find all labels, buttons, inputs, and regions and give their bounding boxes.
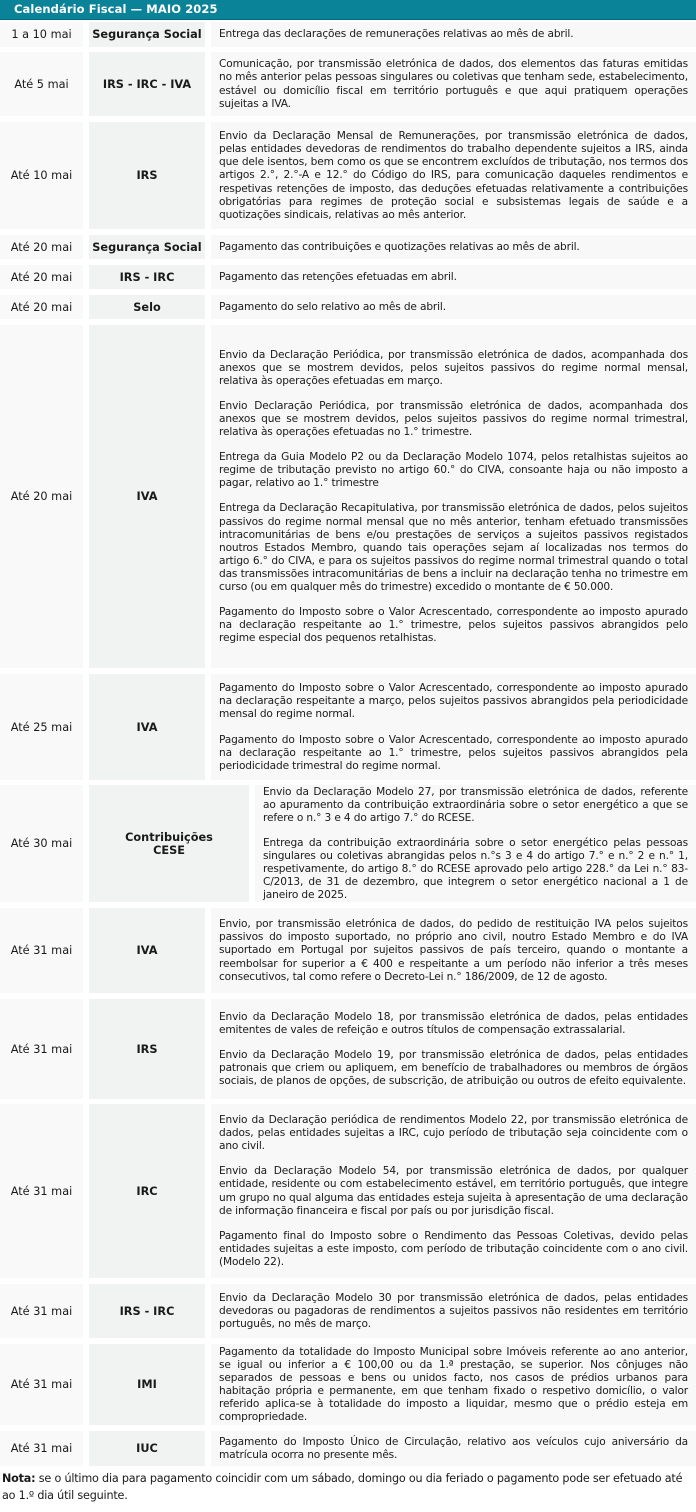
deadline-date: Até 20 mai — [0, 325, 83, 668]
description-paragraph: Pagamento das retenções efetuadas em abril. — [219, 270, 457, 283]
calendar-title: Calendário Fiscal — MAIO 2025 — [14, 2, 218, 16]
table-row — [0, 1284, 696, 1338]
description-paragraph: Envio, por transmissão eletrónica de dados, do pedido de restituição IVA pelos sujeitos passivos do imposto suportado, no próprio ano civil, noutro Estado Membro e do IVA suportado em Portugal por sujeitos passivos de país terceiro, quando o montante a reembolsar for superior a € 400 e respeitante a um período não inferior a três meses consecutivos, tal como refere o Decreto-Lei n.° 186/2009, de 12 de agosto. — [219, 918, 688, 983]
obligation-description — [211, 52, 696, 116]
tax-category: IRS — [89, 999, 205, 1099]
footnote — [2, 1470, 694, 1504]
description-paragraph: Envio da Declaração Mensal de Remunerações, por transmissão eletrónica de dados, pelas entidades devedoras de rendimentos do trabalho dependente sujeitos a IRS, ainda que dele isentos, bem como os que se encontrem excluídos de tributação, nos termos dos artigos 2.°, 2.°-A e 12.° do Código do IRS, para comunicação daqueles rendimentos e respetivas retenções de imposto, das deduções efetuadas relativamente a contribuições obrigatórias para regimes de proteção social e subsistemas legais de saúde e a quotizações sindicais, relativas ao mês anterior. — [219, 130, 688, 221]
description-paragraph: Envio da Declaração Modelo 19, por transmissão eletrónica de dados, pelas entidades patronais que criem ou apliquem, em benefício de trabalhadores ou membros de órgãos sociais, de planos de opções, de subscrição, de atribuição ou outros de efeito equivalente. — [219, 1048, 688, 1088]
description-paragraph: Envio da Declaração Modelo 27, por transmissão eletrónica de dados, referente ao apuramento da contribuição extraordinária sobre o setor energético a que se refere o n.° 3 e 4 do artigo 7.° do RCESE. — [263, 785, 688, 824]
table-row — [0, 1344, 696, 1425]
obligation-description — [211, 1431, 696, 1466]
deadline-date: 1 a 10 mai — [0, 22, 83, 47]
description-paragraph: Entrega da Declaração Recapitulativa, por transmissão eletrónica de dados, pelos sujeitos passivos do regime normal mensal que no mês anterior, tenham efetuado transmissões intracomunitárias de bens e/ou prestações de serviços a sujeitos passivos registados noutros Estados Membro, quando tais operações sejam aí localizadas nos termos do artigo 6.° do CIVA, e para os sujeitos passivos do regime normal trimestral quando o total das transmissões intracomunitárias de bens a incluir na declaração tenha no trimestre em curso (ou em qualquer mês do trimestre) excedido o montante de € 50.000. — [219, 502, 688, 593]
description-paragraph: Pagamento das contribuições e quotizações relativas ao mês de abril. — [219, 240, 580, 253]
description-paragraph: Pagamento da totalidade do Imposto Municipal sobre Imóveis referente ao ano anterior, se igual ou inferior a € 100,00 ou da 1.ª prestação, se superior. Nos cônjuges não separados de pessoas e bens ou unidos facto, nos casos de prédios urbanos para habitação própria e permanente, em que tenham fixado o respetivo domicílio, o valor referido aplica-se à totalidade do imposto a liquidar, mesmo que o prédio esteja em compropriedade. — [219, 1345, 688, 1424]
tax-category: Selo — [89, 295, 205, 319]
deadline-date: Até 10 mai — [0, 122, 83, 229]
obligation-description — [211, 999, 696, 1099]
table-row — [0, 908, 696, 993]
footnote-text: se o último dia para pagamento coincidir com um sábado, domingo ou dia feriado o pagamento pode ser efetuado até ao 1.º dia útil seguinte. — [2, 1472, 683, 1502]
table-row — [0, 22, 696, 47]
description-paragraph: Pagamento do Imposto Único de Circulação, relativo aos veículos cujo aniversário da matrícula ocorra no presente mês. — [219, 1435, 688, 1461]
tax-category: Segurança Social — [89, 235, 205, 259]
description-paragraph: Pagamento do Imposto sobre o Valor Acrescentado, correspondente ao imposto apurado na declaração respeitante ao 1.° trimestre, pelos sujeitos passivos abrangidos pelo regime especial dos pequenos retalhistas. — [219, 605, 688, 644]
deadline-date: Até 31 mai — [0, 1344, 83, 1425]
tax-category: IUC — [89, 1431, 205, 1466]
description-paragraph: Pagamento do Imposto sobre o Valor Acrescentado, correspondente ao imposto apurado na declaração respeitante a março, pelos sujeitos passivos abrangidos pela periodicidade mensal do regime normal. — [219, 682, 688, 721]
tax-category: IRS - IRC — [89, 265, 205, 289]
calendar-title-bar — [0, 0, 696, 20]
table-row — [0, 265, 696, 289]
table-row — [0, 122, 696, 229]
tax-category: Segurança Social — [89, 22, 205, 47]
description-paragraph: Entrega da Guia Modelo P2 ou da Declaração Modelo 1074, pelos retalhistas sujeitos ao regime de tributação previsto no artigo 60.° do CIVA, consoante haja ou não imposto a pagar, relativo ao 1.° trimestre — [219, 451, 688, 490]
obligation-description — [211, 122, 696, 229]
deadline-date: Até 20 mai — [0, 295, 83, 319]
deadline-date: Até 31 mai — [0, 999, 83, 1099]
description-paragraph: Envio da Declaração Modelo 30 por transmissão eletrónica de dados, pelas entidades devedoras ou pagadoras de rendimentos a sujeitos passivos não residentes em território português, no mês de março. — [219, 1291, 688, 1331]
deadline-date: Até 5 mai — [0, 52, 83, 116]
table-row — [0, 1104, 696, 1278]
description-paragraph: Entrega da contribuição extraordinária sobre o setor energético pelas pessoas singulares ou coletivas abrangidas pelos n.°s 3 e 4 do artigo 7.° e n.° 2 e n.° 1, respetivamente, do artigo 8.° do RCESE aprovado pelo artigo 228.° da Lei n.° 83-C/2013, de 31 de dezembro, que integrem o setor energético nacional a 1 de janeiro de 2025. — [263, 836, 688, 902]
description-paragraph: Envio da Declaração periódica de rendimentos Modelo 22, por transmissão eletrónica de dados, pelas entidades sujeitas a IRC, cujo período de tributação seja coincidente com o ano civil. — [219, 1114, 688, 1153]
table-row — [0, 1431, 696, 1466]
obligation-description — [211, 1344, 696, 1425]
tax-category: IRS — [89, 122, 205, 229]
table-row — [0, 674, 696, 780]
deadline-date: Até 30 mai — [0, 785, 83, 902]
description-paragraph: Entrega das declarações de remunerações relativas ao mês de abril. — [219, 28, 574, 41]
deadline-date: Até 20 mai — [0, 235, 83, 259]
description-paragraph: Envio da Declaração Periódica, por transmissão eletrónica de dados, acompanhada dos anexos que se mostrem devidos, pelos sujeitos passivos do regime normal mensal, relativa às operações efetuadas em março. — [219, 349, 688, 388]
deadline-date: Até 25 mai — [0, 674, 83, 780]
description-paragraph: Envio Declaração Periódica, por transmissão eletrónica de dados, acompanhada dos anexos que se mostrem devidos, pelos sujeitos passivos do regime normal trimestral, relativa às operações efetuadas no 1.° trimestre. — [219, 400, 688, 439]
deadline-date: Até 31 mai — [0, 1284, 83, 1338]
tax-category: IMI — [89, 1344, 205, 1425]
table-row — [0, 785, 696, 902]
obligation-description — [255, 785, 696, 902]
description-paragraph: Envio da Declaração Modelo 18, por transmissão eletrónica de dados, pelas entidades emitentes de vales de refeição e outros títulos de compensação extrassalarial. — [219, 1010, 688, 1036]
obligation-description — [211, 295, 696, 319]
deadline-date: Até 31 mai — [0, 1104, 83, 1278]
description-paragraph: Pagamento final do Imposto sobre o Rendimento das Pessoas Coletivas, devido pelas entidades sujeitas a este imposto, com período de tributação coincidente com o ano civil. (Modelo 22). — [219, 1229, 688, 1268]
table-row — [0, 235, 696, 259]
tax-category: IVA — [89, 325, 205, 668]
deadline-date: Até 31 mai — [0, 1431, 83, 1466]
obligation-description — [211, 235, 696, 259]
table-row — [0, 52, 696, 116]
tax-category: IRS - IRC - IVA — [89, 52, 205, 116]
description-paragraph: Pagamento do Imposto sobre o Valor Acrescentado, correspondente ao imposto apurado na declaração respeitante ao 1.° trimestre, pelos sujeitos passivos abrangidos pela periodicidade trimestral do regime normal. — [219, 733, 688, 772]
table-row — [0, 325, 696, 668]
deadline-date: Até 20 mai — [0, 265, 83, 289]
tax-category: IRC — [89, 1104, 205, 1278]
obligation-description — [211, 325, 696, 668]
tax-category: IVA — [89, 674, 205, 780]
tax-category: IRS - IRC — [89, 1284, 205, 1338]
obligation-description — [211, 22, 696, 47]
obligation-description — [211, 1284, 696, 1338]
description-paragraph: Envio da Declaração Modelo 54, por transmissão eletrónica de dados, por qualquer entidade, residente ou com estabelecimento estável, em território português, que integre um grupo no qual alguma das entidades esteja sujeita à apresentação de uma declaração de informação financeira e fiscal por país ou por jurisdição fiscal. — [219, 1165, 688, 1217]
description-paragraph: Comunicação, por transmissão eletrónica de dados, dos elementos das faturas emitidas no mês anterior pelas pessoas singulares ou coletivas que tenham sede, estabelecimento, estável ou domicílio fiscal em território português e que aqui pratiquem operações sujeitas a IVA. — [219, 58, 688, 110]
obligation-description — [211, 674, 696, 780]
table-row — [0, 295, 696, 319]
footnote-label: Nota: — [2, 1472, 36, 1485]
obligation-description — [211, 908, 696, 993]
tax-category: IVA — [89, 908, 205, 993]
description-paragraph: Pagamento do selo relativo ao mês de abril. — [219, 300, 446, 313]
obligation-description — [211, 265, 696, 289]
deadline-date: Até 31 mai — [0, 908, 83, 993]
obligation-description — [211, 1104, 696, 1278]
table-row — [0, 999, 696, 1099]
tax-category: Contribuições CESE — [89, 785, 249, 902]
